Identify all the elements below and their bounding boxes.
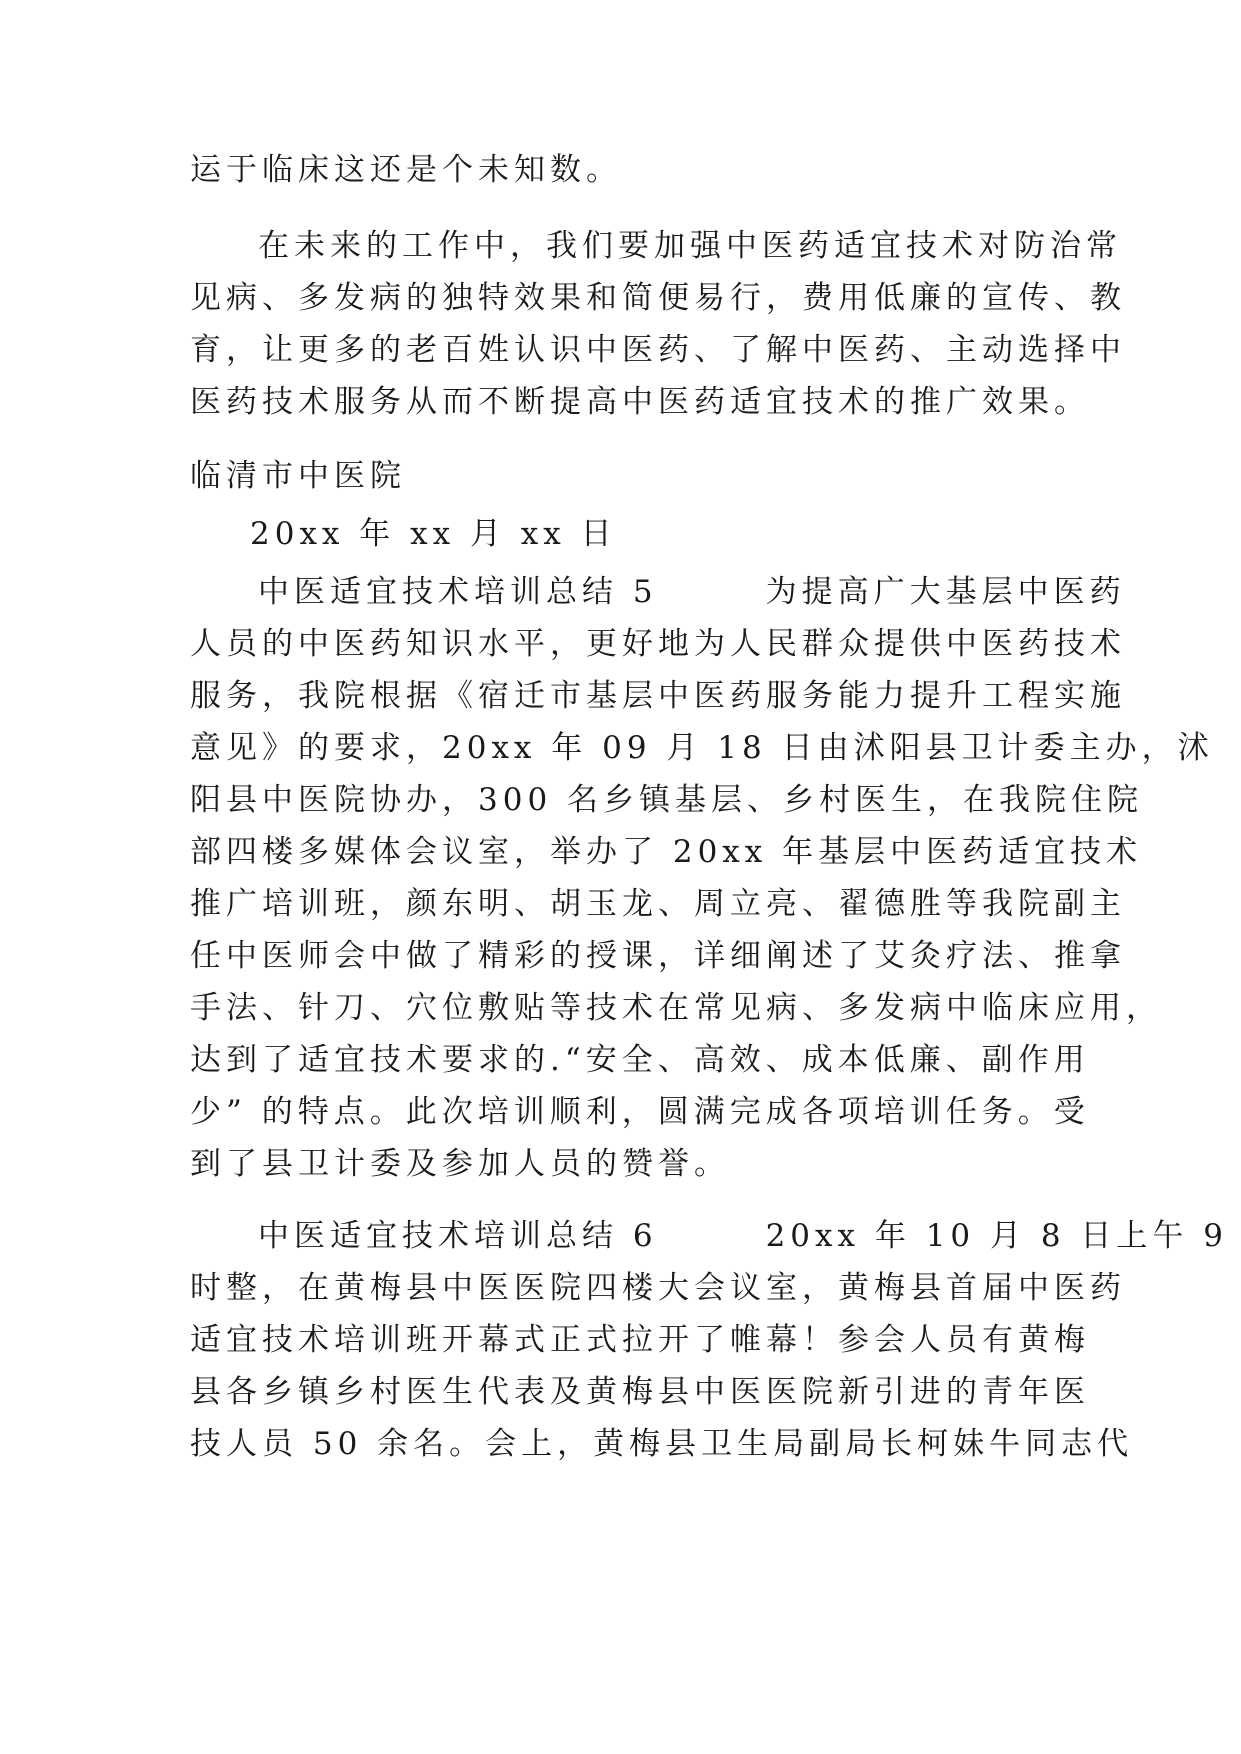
signature-org: 临清市中医院	[190, 458, 406, 494]
section-heading-5: 中医适宜技术培训总结 5 为提高广大基层中医药	[258, 574, 1126, 610]
text-line: 手法、针刀、穴位敷贴等技术在常见病、多发病中临床应用，	[190, 990, 1162, 1026]
text-line: 人员的中医药知识水平，更好地为人民群众提供中医药技术	[190, 626, 1126, 662]
section-heading-6: 中医适宜技术培训总结 6 20xx 年 10 月 8 日上午 9	[258, 1218, 1229, 1254]
text-line: 适宜技术培训班开幕式正式拉开了帷幕！参会人员有黄梅	[190, 1322, 1090, 1358]
text-line: 技人员 50 余名。会上，黄梅县卫生局副局长柯妹牛同志代	[190, 1426, 1134, 1462]
text-line: 运于临床这还是个未知数。	[190, 152, 622, 188]
text-line: 达到了适宜技术要求的.“安全、高效、成本低廉、副作用	[190, 1042, 1090, 1078]
text-line: 部四楼多媒体会议室，举办了 20xx 年基层中医药适宜技术	[190, 834, 1143, 870]
text-line: 见病、多发病的独特效果和简便易行，费用低廉的宣传、教	[190, 280, 1126, 316]
text-line: 县各乡镇乡村医生代表及黄梅县中医医院新引进的青年医	[190, 1374, 1090, 1410]
paragraph-start: 在未来的工作中，我们要加强中医药适宜技术对防治常	[258, 228, 1122, 264]
text-line: 育，让更多的老百姓认识中医药、了解中医药、主动选择中	[190, 332, 1126, 368]
text-line: 任中医师会中做了精彩的授课，详细阐述了艾灸疗法、推拿	[190, 938, 1126, 974]
text-line: 服务，我院根据《宿迁市基层中医药服务能力提升工程实施	[190, 678, 1126, 714]
text-line: 意见》的要求，20xx 年 09 月 18 日由沭阳县卫计委主办，沭	[190, 730, 1214, 766]
text-line: 阳县中医院协办，300 名乡镇基层、乡村医生，在我院住院	[190, 782, 1144, 818]
text-line: 到了县卫计委及参加人员的赞誉。	[190, 1146, 730, 1182]
signature-date: 20xx 年 xx 月 xx 日	[250, 516, 617, 552]
text-line: 时整，在黄梅县中医医院四楼大会议室，黄梅县首届中医药	[190, 1270, 1126, 1306]
text-line: 医药技术服务从而不断提高中医药适宜技术的推广效果。	[190, 384, 1090, 420]
text-line: 推广培训班，颜东明、胡玉龙、周立亮、翟德胜等我院副主	[190, 886, 1126, 922]
text-line: 少” 的特点。此次培训顺利，圆满完成各项培训任务。受	[190, 1094, 1090, 1130]
